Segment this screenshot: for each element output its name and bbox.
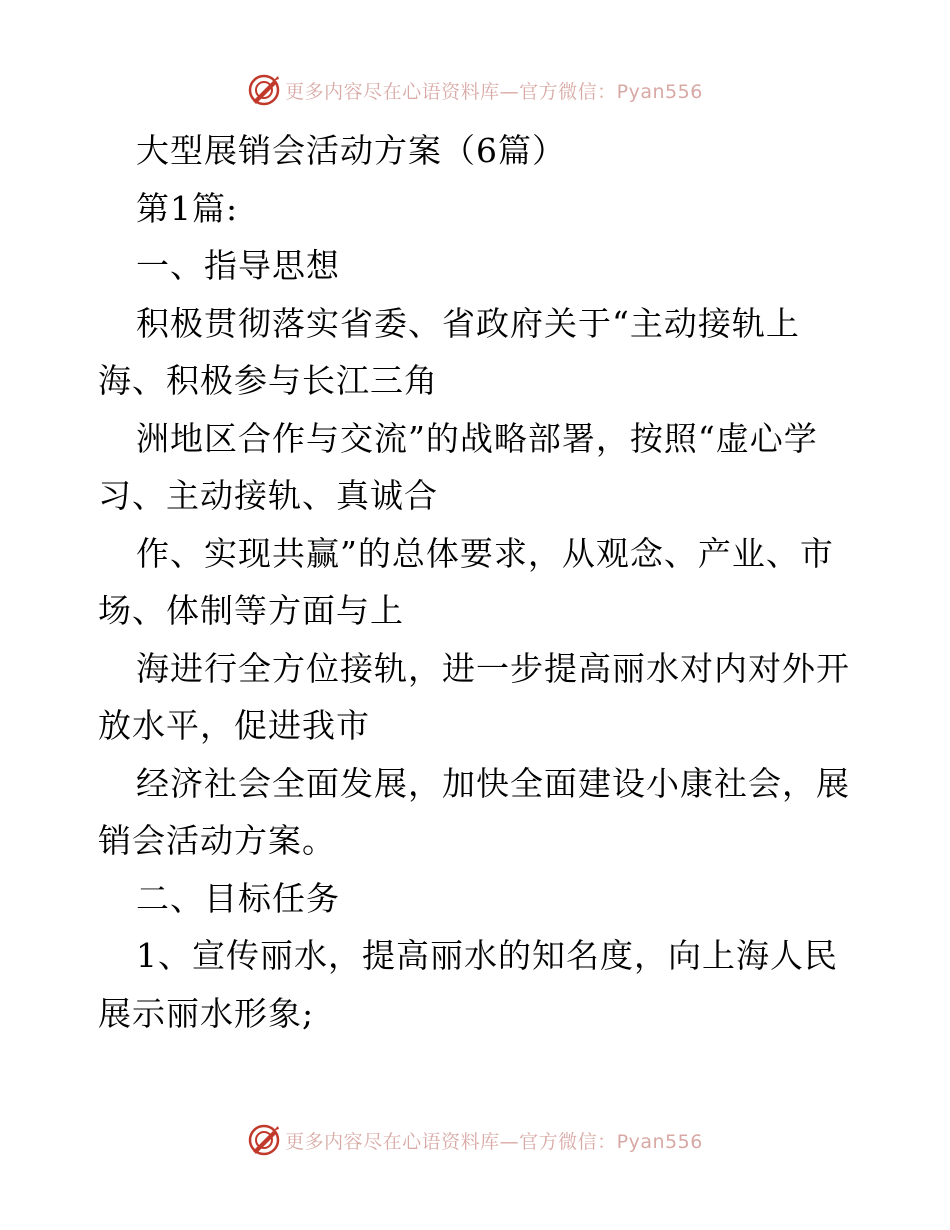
paragraph-line: 作、实现共赢”的总体要求，从观念、产业、市 (136, 533, 834, 573)
paragraph-line: 1、宣传丽水，提高丽水的知名度，向上海人民 (136, 936, 838, 975)
section-heading: 二、目标任务 (136, 878, 340, 918)
paragraph-line: 习、主动接轨、真诚合 (98, 476, 438, 515)
section-heading: 一、指导思想 (136, 246, 340, 285)
watermark-text: 更多内容尽在心语资料库—官方微信：Pyan556 (285, 1130, 703, 1153)
document-body (98, 122, 858, 1042)
section-heading: 第1篇: (136, 188, 239, 228)
header-watermark (0, 70, 950, 110)
paragraph-line: 洲地区合作与交流”的战略部署，按照“虚心学 (136, 418, 818, 458)
paragraph-line: 海、积极参与长江三角 (98, 361, 438, 400)
red-quill-logo-icon (247, 1123, 281, 1157)
paragraph-line: 场、体制等方面与上 (98, 591, 404, 630)
paragraph-line: 海进行全方位接轨，进一步提高丽水对内对外开 (136, 648, 850, 688)
paragraph-line: 展示丽水形象; (98, 993, 315, 1033)
watermark-text: 更多内容尽在心语资料库—官方微信：Pyan556 (285, 80, 703, 103)
footer-watermark (0, 1120, 950, 1160)
red-quill-logo-icon (247, 73, 281, 107)
paragraph-line: 销会活动方案。 (98, 821, 336, 860)
document-title: 大型展销会活动方案（6篇） (136, 131, 566, 170)
paragraph-line: 放水平，促进我市 (98, 706, 370, 745)
paragraph-line: 积极贯彻落实省委、省政府关于“主动接轨上 (136, 303, 800, 343)
paragraph-line: 经济社会全面发展，加快全面建设小康社会，展 (136, 763, 850, 803)
